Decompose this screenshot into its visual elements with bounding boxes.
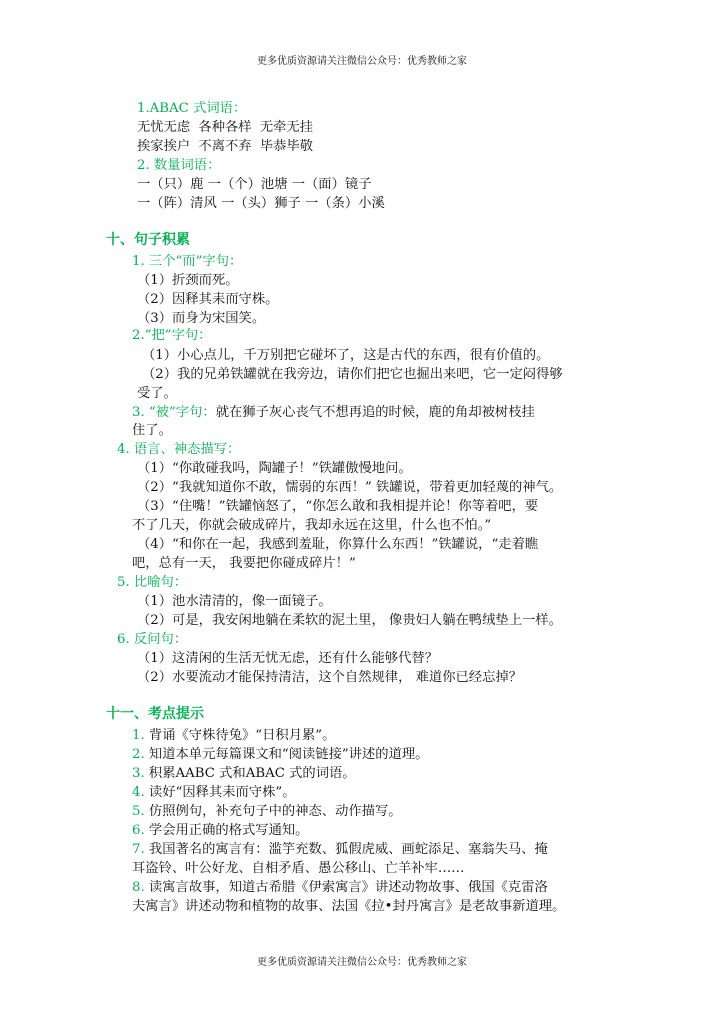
bei-sentence-text-b: 住了。 [132, 423, 172, 438]
quantity-line-1: 一（只）鹿 一（个）池塘 一（面）镜子 [137, 177, 372, 192]
tip-item-8 [132, 878, 548, 897]
tip-item-7-continued [132, 859, 464, 878]
language-item-2: （2）“我就知道你不敢，懦弱的东西！” 铁罐说，带着更加轻蔑的神气。 [137, 480, 563, 495]
tip-text: 仿照例句，补充句子中的神态、动作描写。 [148, 804, 402, 819]
er-sentences-title: 1. 三个“而”字句： [132, 254, 243, 269]
quantity-title: 2. 数量词语： [137, 158, 221, 173]
page-footer: 更多优质资源请关注微信公众号：优秀教师之家 [257, 957, 467, 968]
tip-text: 耳盗铃、叶公好龙、自相矛盾、愚公移山、亡羊补牢…… [132, 861, 465, 876]
tip-number: 1. [132, 728, 145, 743]
tip-number: 4. [132, 785, 145, 800]
tip-item-3 [132, 764, 356, 783]
er-sentence-3: （3）而身为宋国笑。 [137, 311, 266, 326]
ba-sentence-1: （1）小心点儿，千万别把它碰坏了，这是古代的东西，很有价值的。 [142, 348, 550, 363]
tip-text: 知道本单元每篇课文和“阅读链接”讲述的道理。 [148, 747, 429, 762]
section-10-heading: 十、句子积累 [106, 232, 190, 248]
ba-sentences-title: 2.“把”字句： [132, 328, 212, 343]
bei-sentence [132, 403, 535, 422]
abac-title: 1.ABAC 式词语： [137, 101, 247, 116]
ba-sentence-2b: 受了。 [137, 386, 177, 401]
tip-number: 3. [132, 766, 145, 781]
tip-text: 背诵《守株待兔》“日积月累”。 [148, 728, 336, 743]
rhetorical-item-2: （2）水要流动才能保持清洁，这个自然规律， 难道你已经忘掉？ [137, 670, 522, 685]
metaphor-item-2: （2）可是，我安闲地躺在柔软的泥土里， 像贵妇人躺在鸭绒垫上一样。 [137, 613, 562, 628]
bei-sentence-text-a: 就在狮子灰心丧气不想再追的时候，鹿的角却被树枝挂 [215, 405, 535, 420]
section-11-heading: 十一、考点提示 [106, 706, 204, 722]
tip-number: 2. [132, 747, 145, 762]
tip-item-6 [132, 821, 308, 840]
language-item-1: （1）“你敢碰我吗，陶罐子！”铁罐傲慢地问。 [137, 461, 412, 476]
language-item-3a: （3）“住嘴！”铁罐恼怒了，“你怎么敢和我相提并论！你等着吧，要 [137, 499, 539, 514]
er-sentence-2: （2）因释其耒而守株。 [137, 292, 279, 307]
er-sentence-1: （1）折颈而死。 [137, 273, 239, 288]
language-item-4b: 吧，总有一天， 我要把你碰成碎片！” [132, 556, 356, 571]
metaphor-item-1: （1）池水清清的，像一面镜子。 [137, 594, 332, 609]
quantity-line-2: 一（阵）清风 一（头）狮子 一（条）小溪 [137, 196, 385, 211]
rhetorical-title: 6. 反问句： [117, 632, 188, 647]
ba-sentence-2a: （2）我的兄弟铁罐就在我旁边，请你们把它也掘出来吧，它一定闷得够 [142, 367, 563, 382]
metaphor-title: 5. 比喻句： [117, 575, 188, 590]
tip-text: 夫寓言》讲述动物和植物的故事、法国《拉•封丹寓言》是老故事新道理。 [132, 899, 566, 914]
page-header: 更多优质资源请关注微信公众号：优秀教师之家 [257, 56, 467, 67]
tip-number: 6. [132, 823, 145, 838]
abac-line-2: 挨家挨户 不离不弃 毕恭毕敬 [137, 139, 314, 154]
tip-item-1 [132, 726, 335, 745]
language-item-3b: 不了几天，你就会破成碎片，我却永远在这里，什么也不怕。” [132, 518, 492, 533]
tip-text: 读好“因释其耒而守株”。 [148, 785, 296, 800]
tip-number: 5. [132, 804, 145, 819]
tip-item-4 [132, 783, 296, 802]
tip-number: 8. [132, 880, 145, 895]
rhetorical-item-1: （1）这清闲的生活无忧无虑，还有什么能够代替？ [137, 651, 438, 666]
language-item-4a: （4）“和你在一起，我感到羞耻，你算什么东西！”铁罐说，“走着瞧 [137, 537, 539, 552]
tip-text: 我国著名的寓言有：滥竽充数、狐假虎威、画蛇添足、塞翁失马、掩 [148, 842, 548, 857]
bei-sentence-label: 3. “被”字句： [132, 405, 216, 420]
abac-line-1: 无忧无虑 各种各样 无牵无挂 [137, 120, 314, 135]
tip-text: 积累AABC 式和ABAC 式的词语。 [148, 766, 356, 781]
tip-text: 读寓言故事，知道古希腊《伊索寓言》讲述动物故事、俄国《克雷洛 [148, 880, 548, 895]
tip-item-8-continued [132, 897, 565, 916]
tip-item-5 [132, 802, 402, 821]
tip-item-2 [132, 745, 428, 764]
tip-text: 学会用正确的格式写通知。 [148, 823, 309, 838]
tip-number: 7. [132, 842, 145, 857]
tip-item-7 [132, 840, 548, 859]
language-title: 4. 语言、神态描写： [117, 442, 241, 457]
